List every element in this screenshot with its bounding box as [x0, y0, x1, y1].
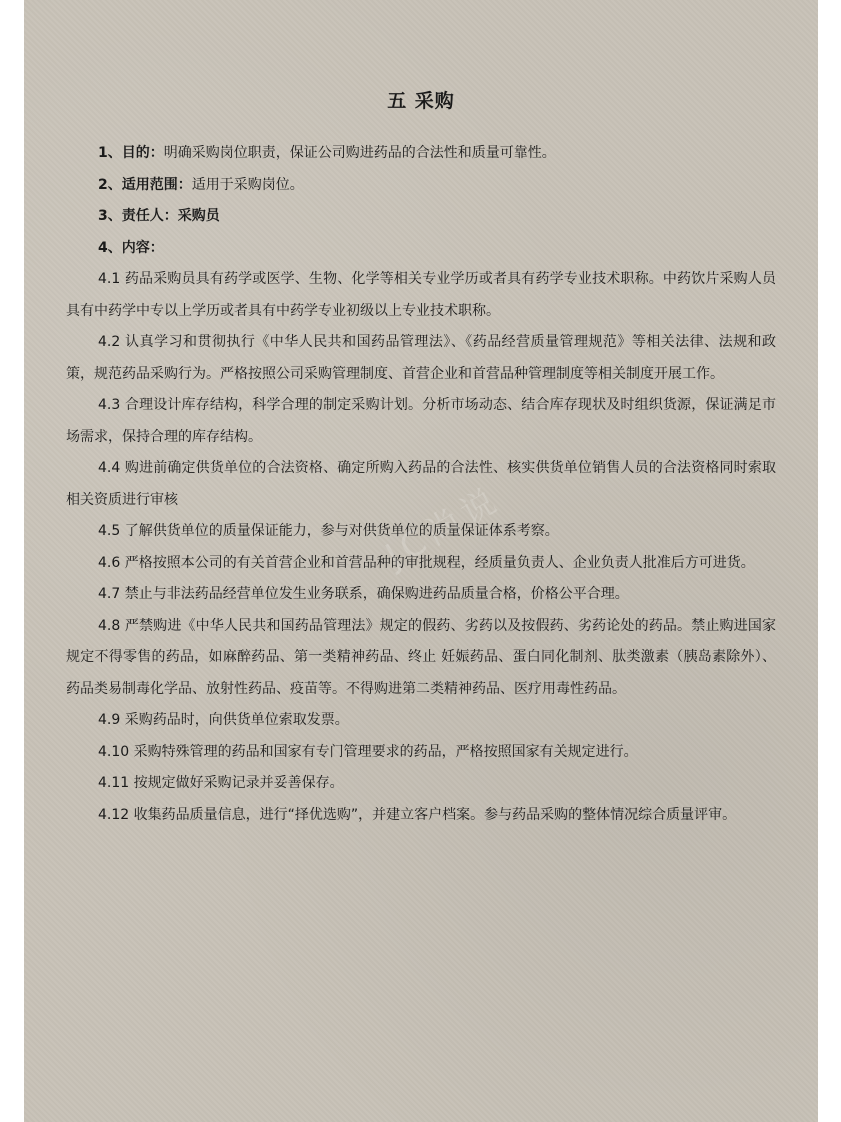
watermark: JC尚说 — [379, 478, 509, 577]
section-purpose — [66, 138, 776, 170]
list-item: 4.2 认真学习和贯彻执行《中华人民共和国药品管理法》、《药品经营质量管理规范》等相关法律、法规和政策，规范药品采购行为。严格按照公司采购管理制度、首营企业和首营品种管理制度等相关制度开展工作。 — [66, 334, 776, 382]
section-label: 1、目的： — [98, 145, 164, 161]
list-item: 4.11 按规定做好采购记录并妥善保存。 — [98, 775, 344, 791]
list-item: 4.4 购进前确定供货单位的合法资格、确定所购入药品的合法性、核实供货单位销售人员的合法资格同时索取相关资质进行审核 — [66, 460, 776, 508]
section-scope — [66, 170, 776, 202]
section-responsible — [66, 201, 776, 233]
list-item: 4.1 药品采购员具有药学或医学、生物、化学等相关专业学历或者具有药学专业技术职称。中药饮片采购人员具有中药学中专以上学历或者具有中药学专业初级以上专业技术职称。 — [66, 271, 776, 319]
section-content — [66, 233, 776, 265]
list-item: 4.8 严禁购进《中华人民共和国药品管理法》规定的假药、劣药以及按假药、劣药论处的药品。禁止购进国家规定不得零售的药品，如麻醉药品、第一类精神药品、终止 妊娠药品、蛋白同化制剂、肽类激素（胰岛素除外）、药品类易制毒化学品、放射性药品、疫苗等。不得购进第二类精神药品、医疗用毒性药品。 — [66, 617, 776, 697]
section-label: 2、适用范围： — [98, 176, 192, 193]
list-item: 4.7 禁止与非法药品经营单位发生业务联系，确保购进药品质量合格，价格公平合理。 — [98, 586, 629, 602]
page-title: 五 采购 — [387, 90, 455, 112]
list-item: 4.9 采购药品时，向供货单位索取发票。 — [98, 712, 349, 728]
section-text: 适用于采购岗位。 — [191, 176, 304, 193]
list-item: 4.10 采购特殊管理的药品和国家有专门管理要求的药品，严格按照国家有关规定进行。 — [98, 743, 638, 760]
section-label: 3、责任人：采购员 — [98, 208, 220, 224]
document-body — [66, 138, 776, 831]
list-item: 4.5 了解供货单位的质量保证能力，参与对供货单位的质量保证体系考察。 — [98, 523, 559, 539]
list-item: 4.6 严格按照本公司的有关首营企业和首营品种的审批规程，经质量负责人、企业负责人批准后方可进货。 — [98, 554, 755, 571]
list-item: 4.3 合理设计库存结构，科学合理的制定采购计划。分析市场动态、结合库存现状及时组织货源，保证满足市场需求，保持合理的库存结构。 — [66, 397, 776, 445]
section-label: 4、内容： — [98, 239, 164, 256]
document-page — [24, 0, 818, 1122]
list-item: 4.12 收集药品质量信息，进行“择优选购”，并建立客户档案。参与药品采购的整体情况综合质量评审。 — [98, 806, 737, 823]
section-text: 明确采购岗位职责，保证公司购进药品的合法性和质量可靠性。 — [163, 145, 556, 161]
